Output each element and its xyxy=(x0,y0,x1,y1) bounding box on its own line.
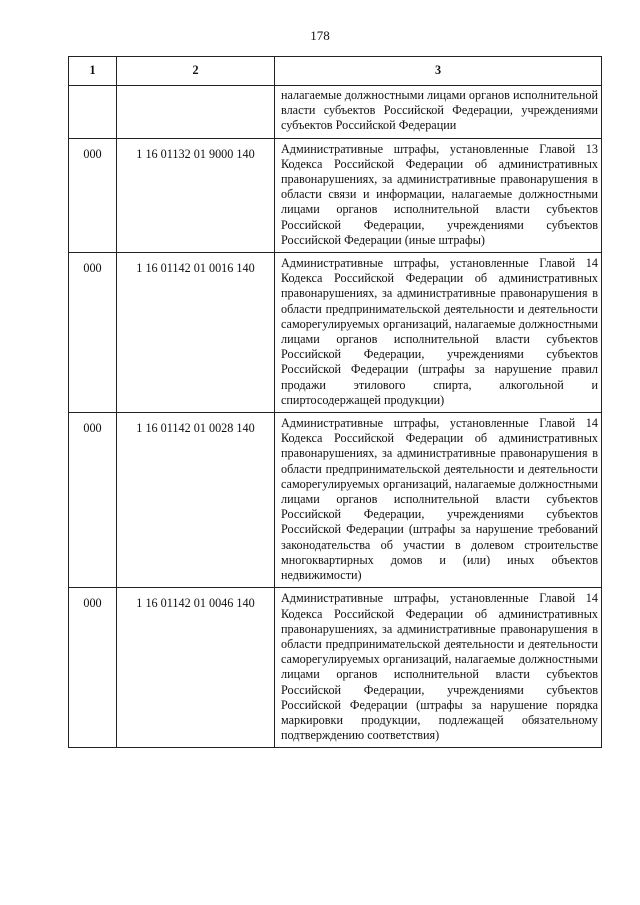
kbk-code-cell: 1 16 01142 01 0016 140 xyxy=(117,253,275,413)
description-cell: Административные штрафы, установленные Главой 13 Кодекса Российской Федерации об административных правонарушениях, за административные правонарушения в области связи и информации, налагаемые должностными лицами органов исполнительной власти субъектов Российской Федерации, учреждениями субъектов Российской Федерации (иные штрафы) xyxy=(275,138,602,252)
table-row xyxy=(69,588,602,748)
kbk-code-cell: 1 16 01142 01 0046 140 xyxy=(117,588,275,748)
description-cell: Административные штрафы, установленные Главой 14 Кодекса Российской Федерации об административных правонарушениях, за административные правонарушения в области предпринимательской деятельности и деятельности саморегулируемых организаций, налагаемые должностными лицами органов исполнительной власти субъектов Российской Федерации, учреждениями субъектов Российской Федерации (штрафы за нарушение правил продажи этилового спирта, алкогольной и спиртосодержащей продукции) xyxy=(275,253,602,413)
description-cell: Административные штрафы, установленные Главой 14 Кодекса Российской Федерации об административных правонарушениях, за административные правонарушения в области предпринимательской деятельности и деятельности саморегулируемых организаций, налагаемые должностными лицами органов исполнительной власти субъектов Российской Федерации, учреждениями субъектов Российской Федерации (штрафы за нарушение порядка маркировки продукции, подлежащей обязательному подтверждению соответствия) xyxy=(275,588,602,748)
kbk-code-cell: 1 16 01142 01 0028 140 xyxy=(117,413,275,588)
table-header-row xyxy=(69,57,602,86)
admin-code-cell: 000 xyxy=(69,253,117,413)
kbk-code-cell xyxy=(117,86,275,139)
admin-code-cell: 000 xyxy=(69,588,117,748)
column-header-1: 1 xyxy=(69,57,117,86)
description-cell: налагаемые должностными лицами органов исполнительной власти субъектов Российской Федерации, учреждениями субъектов Российской Федерации xyxy=(275,86,602,139)
admin-code-cell xyxy=(69,86,117,139)
table-row xyxy=(69,138,602,252)
admin-code-cell: 000 xyxy=(69,138,117,252)
table-row xyxy=(69,413,602,588)
table-row xyxy=(69,86,602,139)
column-header-2: 2 xyxy=(117,57,275,86)
kbk-code-cell: 1 16 01132 01 9000 140 xyxy=(117,138,275,252)
page-number: 178 xyxy=(310,28,330,43)
admin-code-cell: 000 xyxy=(69,413,117,588)
budget-codes-table xyxy=(68,56,602,748)
column-header-3: 3 xyxy=(275,57,602,86)
table-row xyxy=(69,253,602,413)
description-cell: Административные штрафы, установленные Главой 14 Кодекса Российской Федерации об административных правонарушениях, за административные правонарушения в области предпринимательской деятельности и деятельности саморегулируемых организаций, налагаемые должностными лицами органов исполнительной власти субъектов Российской Федерации, учреждениями субъектов Российской Федерации (штрафы за нарушение требований законодательства об участии в долевом строительстве многоквартирных домов и (или) иных объектов недвижимости) xyxy=(275,413,602,588)
